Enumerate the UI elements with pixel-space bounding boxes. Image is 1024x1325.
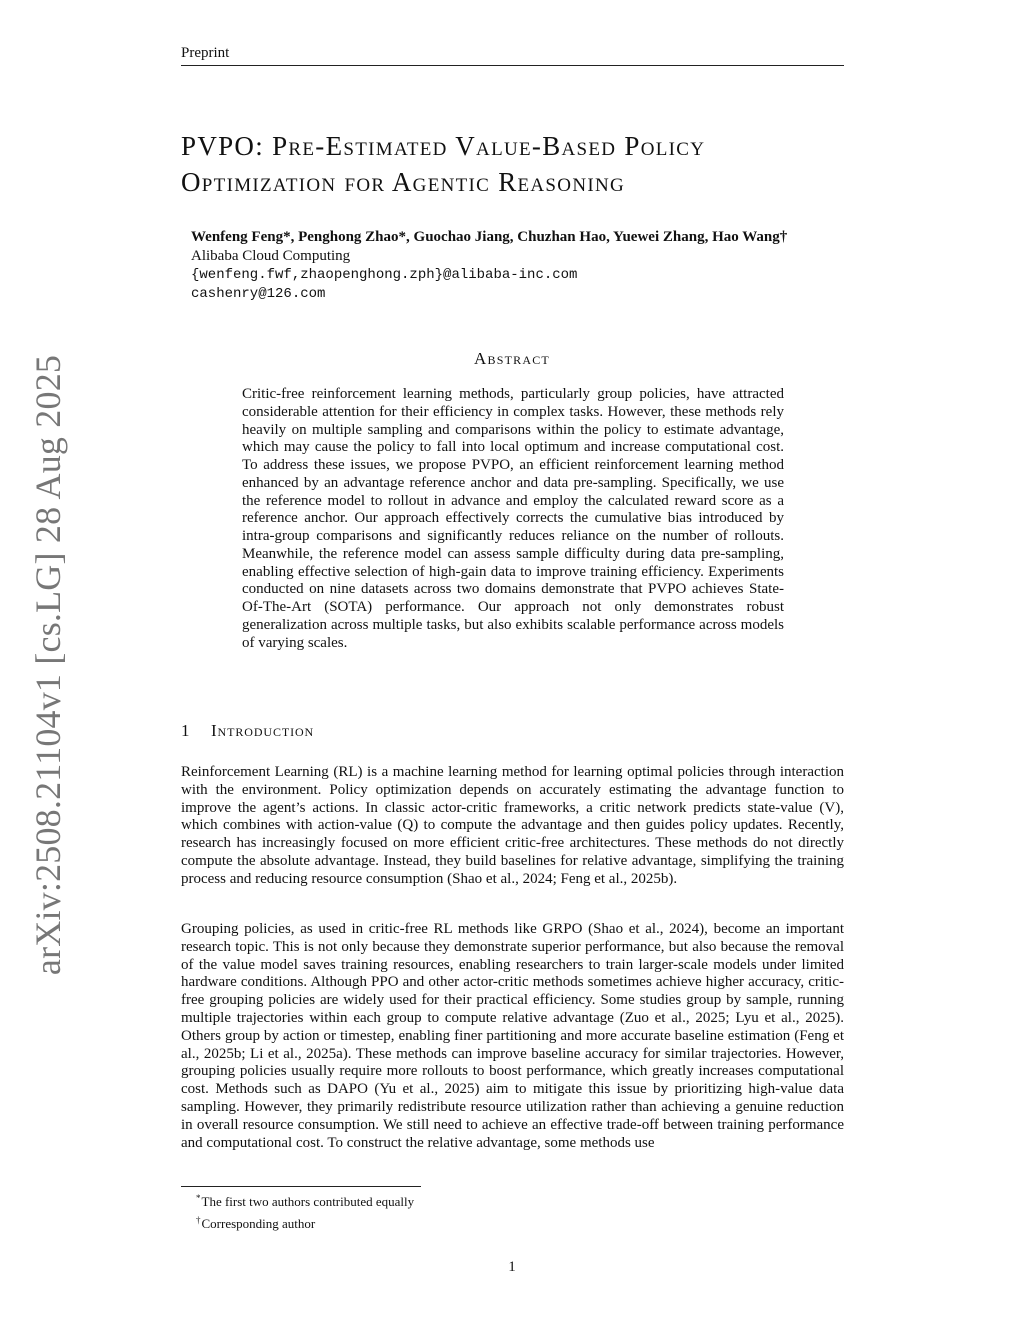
footnote-text: The first two authors contributed equally [201,1194,415,1209]
footnote-symbol: * [196,1193,201,1203]
section-number: 1 [181,721,191,740]
arxiv-identifier-stamp: arXiv:2508.21104v1 [cs.LG] 28 Aug 2025 [28,354,68,976]
footnote [196,1189,836,1211]
section-heading-introduction [181,721,781,741]
email-line-2: cashenry@126.com [191,286,326,302]
running-head: Preprint [181,44,844,66]
footnote-divider [181,1186,421,1187]
email-line-1: {wenfeng.fwf,zhaopenghong.zph}@alibaba-inc.com [191,267,578,283]
page-number: 1 [508,1259,516,1275]
author-names: Wenfeng Feng*, Penghong Zhao*, Guochao Jiang, Chuzhan Hao, Yuewei Zhang, Hao Wang† [191,229,788,245]
affiliation: Alibaba Cloud Computing [191,248,351,264]
paper-title: PVPO: Pre-Estimated Value-Based Policy Optimization for Agentic Reasoning [181,131,706,197]
footnotes [196,1189,836,1233]
abstract-heading: Abstract [474,349,550,368]
section-title: Introduction [211,721,315,740]
footnote [196,1211,836,1233]
footnote-text: Corresponding author [201,1216,316,1231]
intro-paragraph: Grouping policies, as used in critic-free RL methods like GRPO (Shao et al., 2024), become an important research topic. This is not only because they demonstrate superior performance, but also because the removal of the value model saves training resources, enabling researchers to train larger-scale models under limited hardware conditions. Although PPO and other actor-critic methods sometimes achieve higher accuracy, critic-free grouping policies are widely used for their practical efficiency. Some studies group by sample, running multiple trajectories within each group to compute relative advantage (Zuo et al., 2025; Lyu et al., 2025). Others group by action or timestep, enabling finer partitioning and more accurate baseline estimation (Feng et al., 2025b; Li et al., 2025a). These methods can improve baseline accuracy for similar trajectories. However, grouping policies usually require more rollouts to boost performance, which greatly increases computational cost. Methods such as DAPO (Yu et al., 2025) aim to mitigate this issue by prioritizing high-value data sampling. However, they primarily redistribute resource utilization rather than achieving a genuine reduction in overall resource consumption. We still need to achieve an effective trade-off between training performance and computational cost. To construct the relative advantage, some methods use [181,921,844,1151]
abstract-text: Critic-free reinforcement learning methods, particularly group policies, have attracted considerable attention for their efficiency in complex tasks. However, these methods rely heavily on multiple sampling and comparisons within the policy to estimate advantage, which may cause the policy to fall into local optimum and increase computational cost. To address these issues, we propose PVPO, an efficient reinforcement learning method enhanced by an advantage reference anchor and data pre-sampling. Specifically, we use the reference model to rollout in advance and employ the calculated reward score as a reference anchor. Our approach effectively corrects the cumulative bias introduced by intra-group comparisons and significantly reduces reliance on the number of rollouts. Meanwhile, the reference model can assess sample difficulty during data pre-sampling, enabling effective selection of high-gain data to improve training efficiency. Experiments conducted on nine datasets across two domains demonstrate that PVPO achieves State-Of-The-Art (SOTA) performance. Our approach not only demonstrates robust generalization across multiple tasks, but also exhibits scalable performance across models of varying scales. [242,386,784,651]
footnote-symbol: † [196,1215,201,1225]
intro-paragraph: Reinforcement Learning (RL) is a machine learning method for learning optimal policies through interaction with the environment. Policy optimization depends on accurately estimating the advantage function to improve the agent’s actions. In classic actor-critic frameworks, a critic network predicts state-value (V), which combines with action-value (Q) to compute the advantage and then guides policy updates. Recently, research has increasingly focused on more efficient critic-free architectures. These methods do not directly compute the absolute advantage. Instead, they build baselines for relative advantage, simplifying the training process and reducing resource consumption (Shao et al., 2024; Feng et al., 2025b). [181,764,844,887]
author-block [191,228,851,304]
